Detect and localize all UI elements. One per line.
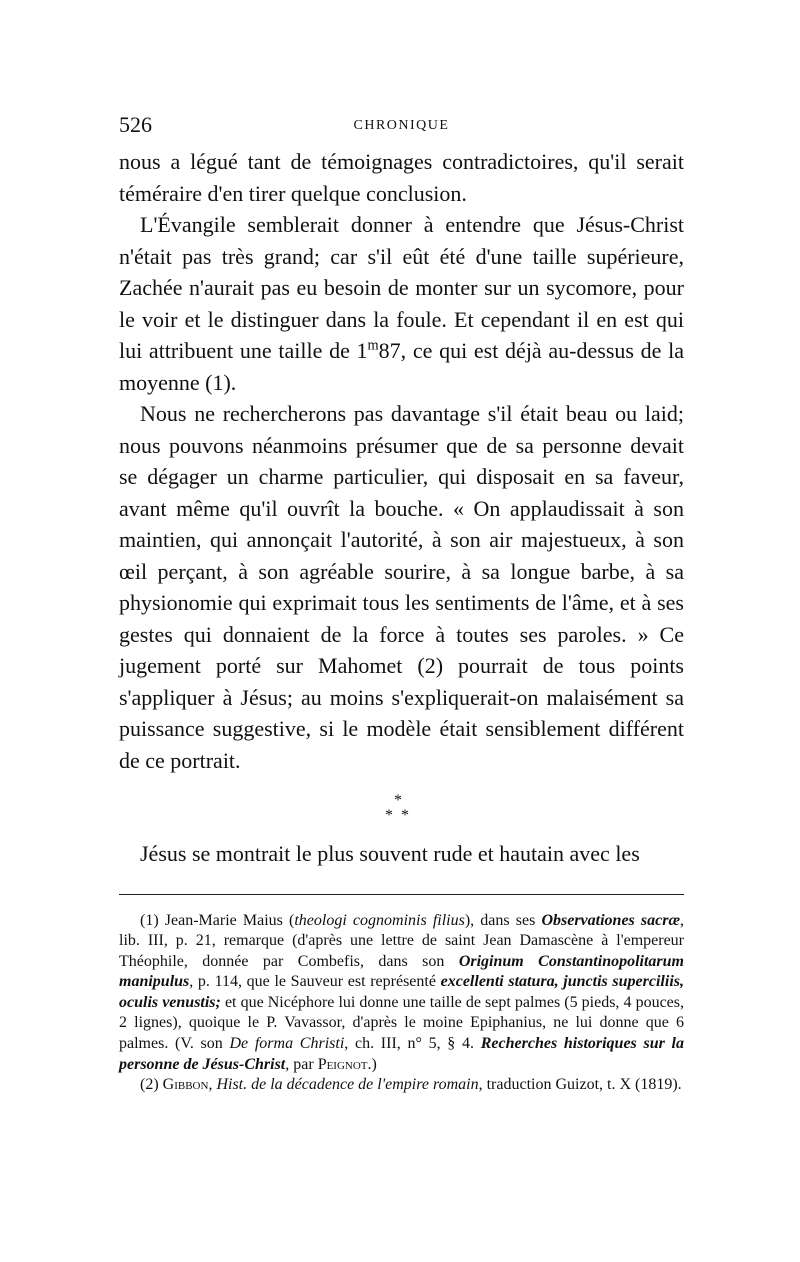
- page-number: 526: [119, 112, 152, 137]
- meter-superscript: m: [367, 337, 379, 354]
- paragraph-evangile-text-a: L'Évangile semblerait donner à entendre que Jésus-Christ n'était pas très grand; car s'il eût été d'une taille supérieure, Zachée n'aurait pas eu besoin de monter sur un sycomore, pour le voir et le distinguer dans la foule. Et cependant il en est qui lui attribuent une taille de 1: [119, 212, 684, 363]
- footnote-1-text: , ch. III, n° 5, § 4.: [344, 1035, 481, 1053]
- asterism-divider: [119, 776, 684, 838]
- paragraph-rude-hautain: Jésus se montrait le plus souvent rude et hautain avec les: [140, 841, 640, 866]
- footnote-1-italic: theologi cognominis filius: [294, 911, 465, 929]
- footnote-1-italic: excellenti statura, junctis superciliis, oculis venustis;: [119, 973, 684, 1011]
- asterism-bottom: **: [385, 807, 417, 824]
- footnote-1-text: , lib. III, p. 21, remarque (d'après une lettre de saint Jean Damascène à l'empereur Théophile, donnée par Combefis, dans son: [119, 911, 685, 970]
- footnote-2-smallcaps: Gibbon: [162, 1076, 209, 1094]
- footnote-1-text: ), dans ses: [464, 911, 542, 929]
- running-head: CHRONIQUE: [353, 118, 450, 133]
- footnote-1-italic: Recherches historiques sur la personne de Jésus-Christ: [119, 1035, 685, 1073]
- paragraph-portrait: Nous ne rechercherons pas davantage s'il était beau ou laid; nous pouvons néanmoins présumer que de sa personne devait se dégager un charme particulier, qui disposait en sa faveur, avant même qu'il ouvrît la bouche. « On applaudissait à son maintien, qui annonçait l'autorité, à son air majestueux, à son œil perçant, à son agréable sourire, à sa longue barbe, à sa physionomie qui exprimait tous les sentiments de l'âme, et à ses gestes qui donnaient de la force à toutes ses paroles. » Ce jugement porté sur Mahomet (2) pourrait de tous points s'appliquer à Jésus; au moins s'expliquerait-on malaisément sa puissance suggestive, si le modèle était sensiblement différent de ce portrait.: [119, 401, 684, 773]
- paragraph-evangile: [119, 209, 684, 398]
- paragraph-evangile-text-b: 87, ce qui est déjà au-dessus de la moyenne (1).: [119, 338, 684, 395]
- footnote-2: [119, 1075, 684, 1096]
- footnote-1-italic: De forma Christi: [229, 1035, 345, 1053]
- footnote-1-italic: Observationes sacræ: [541, 911, 681, 929]
- page-header: [119, 112, 684, 146]
- footnote-2-text: (2): [140, 1076, 163, 1094]
- footnote-2-text: ,: [208, 1076, 217, 1094]
- footnote-1-smallcaps: Peignot: [317, 1055, 368, 1073]
- footnote-1-text: , par: [285, 1055, 318, 1073]
- footnote-1: [119, 911, 684, 1076]
- main-text: [119, 146, 684, 776]
- paragraph-continuation: nous a légué tant de témoignages contradictoires, qu'il serait téméraire d'en tirer quelque conclusion.: [119, 149, 684, 206]
- footnote-1-text: .): [367, 1055, 377, 1073]
- footnote-rule: [119, 894, 684, 895]
- asterism-top: *: [394, 792, 402, 809]
- footnotes: [119, 911, 684, 1096]
- footnote-1-text: et que Nicéphore lui donne une taille de sept palmes (5 pieds, 4 pouces, 2 lignes), quoique le P. Vavassor, d'après le moine Epiphanius, ne lui donne que 6 palmes. (V. son: [119, 993, 684, 1053]
- main-text-continued: [119, 838, 684, 870]
- book-page: [119, 112, 684, 1096]
- footnote-1-text: (1) Jean-Marie Maius (: [140, 911, 295, 929]
- footnote-2-italic: Hist. de la décadence de l'empire romain: [216, 1076, 479, 1094]
- footnote-2-text: , traduction Guizot, t. X (1819).: [478, 1076, 682, 1094]
- footnote-1-italic: Originum Constantinopolitarum manipulus: [119, 952, 685, 991]
- footnote-1-text: , p. 114, que le Sauveur est représenté: [189, 973, 441, 991]
